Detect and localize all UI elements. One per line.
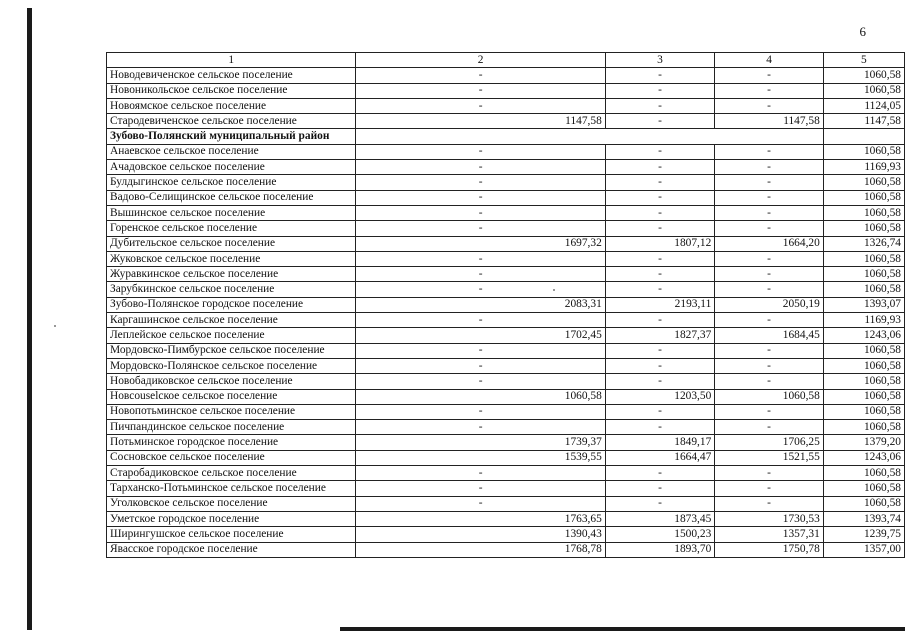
value-col2: 1390,43 bbox=[356, 527, 605, 542]
value-col3: - bbox=[605, 114, 715, 129]
value-col3: - bbox=[605, 205, 715, 220]
value-col5: 1060,58 bbox=[823, 481, 904, 496]
value-col3: - bbox=[605, 358, 715, 373]
table-row bbox=[107, 450, 905, 465]
settlement-name: Леплейское сельское поселение bbox=[107, 328, 356, 343]
value-col3: - bbox=[605, 420, 715, 435]
value-col4: 1060,58 bbox=[715, 389, 824, 404]
settlement-name: Зубово-Полянское городское поселение bbox=[107, 297, 356, 312]
settlement-name: Новоникольское сельское поселение bbox=[107, 83, 356, 98]
value-col2: - bbox=[356, 496, 605, 511]
table-row bbox=[107, 542, 905, 557]
value-col5: 1393,74 bbox=[823, 511, 904, 526]
settlement-name: Новоямское сельское поселение bbox=[107, 98, 356, 113]
value-col2: - bbox=[356, 205, 605, 220]
district-empty-cell bbox=[823, 129, 904, 144]
value-col4: - bbox=[715, 496, 824, 511]
value-col3: - bbox=[605, 404, 715, 419]
value-col4: - bbox=[715, 190, 824, 205]
value-col5: 1326,74 bbox=[823, 236, 904, 251]
table-row bbox=[107, 313, 905, 328]
settlement-name: Вадово-Селищинское сельское поселение bbox=[107, 190, 356, 205]
value-col2: - bbox=[356, 190, 605, 205]
value-col4: - bbox=[715, 282, 824, 297]
value-col5: 1060,58 bbox=[823, 389, 904, 404]
value-col5: 1060,58 bbox=[823, 175, 904, 190]
table-row bbox=[107, 282, 905, 297]
table-row bbox=[107, 83, 905, 98]
settlement-name: Новодевиченское сельское поселение bbox=[107, 68, 356, 83]
value-col3: - bbox=[605, 83, 715, 98]
settlement-name: Старобадиковское сельское поселение bbox=[107, 466, 356, 481]
table-row bbox=[107, 511, 905, 526]
value-col3: - bbox=[605, 313, 715, 328]
value-col2: - bbox=[356, 404, 605, 419]
table-row bbox=[107, 68, 905, 83]
value-col5: 1060,58 bbox=[823, 251, 904, 266]
table-row bbox=[107, 404, 905, 419]
table-row bbox=[107, 267, 905, 282]
value-col4: - bbox=[715, 251, 824, 266]
table-header-row bbox=[107, 53, 905, 68]
value-col4: - bbox=[715, 374, 824, 389]
table-row bbox=[107, 328, 905, 343]
value-col4: 1521,55 bbox=[715, 450, 824, 465]
value-col5: 1060,58 bbox=[823, 374, 904, 389]
value-col3: - bbox=[605, 282, 715, 297]
value-col3: 1827,37 bbox=[605, 328, 715, 343]
value-col5: 1060,58 bbox=[823, 358, 904, 373]
value-col3: - bbox=[605, 98, 715, 113]
value-col2: - bbox=[356, 481, 605, 496]
value-col2: 1147,58 bbox=[356, 114, 605, 129]
value-col3: 1807,12 bbox=[605, 236, 715, 251]
column-header: 3 bbox=[605, 53, 715, 68]
table-row bbox=[107, 297, 905, 312]
value-col2: - bbox=[356, 221, 605, 236]
page-number: 6 bbox=[859, 24, 866, 39]
table-row bbox=[107, 144, 905, 159]
value-col5: 1060,58 bbox=[823, 144, 904, 159]
value-col2: 1702,45 bbox=[356, 328, 605, 343]
value-col5: 1060,58 bbox=[823, 404, 904, 419]
value-col5: 1060,58 bbox=[823, 343, 904, 358]
value-col5: 1124,05 bbox=[823, 98, 904, 113]
value-col5: 1060,58 bbox=[823, 221, 904, 236]
value-col4: 1147,58 bbox=[715, 114, 824, 129]
value-col5: 1243,06 bbox=[823, 328, 904, 343]
value-col3: 1203,50 bbox=[605, 389, 715, 404]
table-row bbox=[107, 236, 905, 251]
value-col5: 1060,58 bbox=[823, 420, 904, 435]
value-col5: 1169,93 bbox=[823, 160, 904, 175]
table-row bbox=[107, 251, 905, 266]
value-col5: 1060,58 bbox=[823, 68, 904, 83]
value-col4: 1730,53 bbox=[715, 511, 824, 526]
value-col5: 1060,58 bbox=[823, 282, 904, 297]
value-col4: - bbox=[715, 221, 824, 236]
value-col3: - bbox=[605, 251, 715, 266]
settlement-name: Ширингушское сельское поселение bbox=[107, 527, 356, 542]
table-row bbox=[107, 205, 905, 220]
value-col4: - bbox=[715, 420, 824, 435]
table-row bbox=[107, 496, 905, 511]
table-row bbox=[107, 481, 905, 496]
column-header: 4 bbox=[715, 53, 824, 68]
value-col2: - bbox=[356, 251, 605, 266]
table-row bbox=[107, 160, 905, 175]
settlement-name: Горенское сельское поселение bbox=[107, 221, 356, 236]
settlement-name: Анаевское сельское поселение bbox=[107, 144, 356, 159]
value-col4: - bbox=[715, 175, 824, 190]
value-col3: - bbox=[605, 481, 715, 496]
value-col2: - bbox=[356, 267, 605, 282]
settlement-name: Дубительское сельское поселение bbox=[107, 236, 356, 251]
value-col3: - bbox=[605, 343, 715, 358]
value-col4: - bbox=[715, 313, 824, 328]
district-empty-cell bbox=[356, 129, 823, 144]
settlement-name: Зарубкинское сельское поселение bbox=[107, 282, 356, 297]
value-col3: - bbox=[605, 496, 715, 511]
settlement-name: Ачадовское сельское поселение bbox=[107, 160, 356, 175]
value-col3: 1873,45 bbox=[605, 511, 715, 526]
table-row bbox=[107, 389, 905, 404]
district-row bbox=[107, 129, 905, 144]
table-row bbox=[107, 358, 905, 373]
settlement-name: Уголковское сельское поселение bbox=[107, 496, 356, 511]
settlement-name: Уметское городское поселение bbox=[107, 511, 356, 526]
settlement-name: Новопотьминское сельское поселение bbox=[107, 404, 356, 419]
value-col5: 1393,07 bbox=[823, 297, 904, 312]
value-col3: - bbox=[605, 160, 715, 175]
value-col3: - bbox=[605, 466, 715, 481]
value-col2: - bbox=[356, 160, 605, 175]
value-col3: - bbox=[605, 374, 715, 389]
table-row bbox=[107, 374, 905, 389]
settlement-name: Пичпандинское сельское поселение bbox=[107, 420, 356, 435]
value-col4: - bbox=[715, 205, 824, 220]
value-col5: 1147,58 bbox=[823, 114, 904, 129]
value-col3: 1664,47 bbox=[605, 450, 715, 465]
settlement-name: Новобадиковское сельское поселение bbox=[107, 374, 356, 389]
value-col5: 1357,00 bbox=[823, 542, 904, 557]
settlement-name: Тарханско-Потьминское сельское поселение bbox=[107, 481, 356, 496]
value-col4: 1750,78 bbox=[715, 542, 824, 557]
value-col4: - bbox=[715, 343, 824, 358]
value-col4: - bbox=[715, 144, 824, 159]
column-header: 5 bbox=[823, 53, 904, 68]
value-col3: 1500,23 bbox=[605, 527, 715, 542]
table-row bbox=[107, 98, 905, 113]
value-col5: 1060,58 bbox=[823, 466, 904, 481]
value-col5: 1060,58 bbox=[823, 83, 904, 98]
value-col2: 1539,55 bbox=[356, 450, 605, 465]
value-col2: - bbox=[356, 343, 605, 358]
value-col4: - bbox=[715, 83, 824, 98]
value-col3: - bbox=[605, 68, 715, 83]
scan-speck bbox=[54, 325, 56, 327]
value-col4: - bbox=[715, 466, 824, 481]
table-row bbox=[107, 175, 905, 190]
value-col2: - bbox=[356, 282, 605, 297]
value-col5: 1169,93 bbox=[823, 313, 904, 328]
scan-border-bottom bbox=[340, 627, 905, 631]
value-col4: - bbox=[715, 267, 824, 282]
value-col5: 1243,06 bbox=[823, 450, 904, 465]
value-col4: - bbox=[715, 404, 824, 419]
value-col2: - bbox=[356, 466, 605, 481]
value-col4: - bbox=[715, 68, 824, 83]
value-col2: 1060,58 bbox=[356, 389, 605, 404]
table-row bbox=[107, 114, 905, 129]
value-col5: 1379,20 bbox=[823, 435, 904, 450]
settlement-name: Новcouselское сельское поселение bbox=[107, 389, 356, 404]
value-col2: - bbox=[356, 98, 605, 113]
value-col2: - bbox=[356, 144, 605, 159]
value-col4: - bbox=[715, 160, 824, 175]
data-table bbox=[106, 52, 905, 558]
value-col3: - bbox=[605, 175, 715, 190]
value-col4: 1357,31 bbox=[715, 527, 824, 542]
district-name: Зубово-Полянский муниципальный район bbox=[107, 129, 356, 144]
table-row bbox=[107, 527, 905, 542]
settlement-name: Журавкинское сельское поселение bbox=[107, 267, 356, 282]
value-col3: 1893,70 bbox=[605, 542, 715, 557]
value-col3: - bbox=[605, 144, 715, 159]
value-col3: - bbox=[605, 190, 715, 205]
value-col3: 1849,17 bbox=[605, 435, 715, 450]
settlement-name: Мордовско-Полянское сельское поселение bbox=[107, 358, 356, 373]
value-col5: 1060,58 bbox=[823, 205, 904, 220]
table-row bbox=[107, 343, 905, 358]
value-col5: 1060,58 bbox=[823, 496, 904, 511]
value-col2: 1768,78 bbox=[356, 542, 605, 557]
settlement-name: Вышинское сельское поселение bbox=[107, 205, 356, 220]
value-col2: - bbox=[356, 175, 605, 190]
value-col3: 2193,11 bbox=[605, 297, 715, 312]
value-col4: - bbox=[715, 358, 824, 373]
column-header: 2 bbox=[356, 53, 605, 68]
value-col3: - bbox=[605, 267, 715, 282]
value-col2: - bbox=[356, 420, 605, 435]
value-col4: 1664,20 bbox=[715, 236, 824, 251]
settlement-name: Мордовско-Пимбурское сельское поселение bbox=[107, 343, 356, 358]
value-col4: - bbox=[715, 98, 824, 113]
value-col5: 1060,58 bbox=[823, 190, 904, 205]
settlement-name: Сосновское сельское поселение bbox=[107, 450, 356, 465]
value-col2: - bbox=[356, 68, 605, 83]
value-col2: - bbox=[356, 374, 605, 389]
settlement-name: Жуковское сельское поселение bbox=[107, 251, 356, 266]
scan-border-left bbox=[27, 8, 32, 630]
value-col4: - bbox=[715, 481, 824, 496]
value-col5: 1060,58 bbox=[823, 267, 904, 282]
table-row bbox=[107, 221, 905, 236]
table-row bbox=[107, 190, 905, 205]
value-col2: 1739,37 bbox=[356, 435, 605, 450]
value-col2: 1697,32 bbox=[356, 236, 605, 251]
settlement-name: Потьминское городское поселение bbox=[107, 435, 356, 450]
settlement-name: Каргашинское сельское поселение bbox=[107, 313, 356, 328]
table-row bbox=[107, 435, 905, 450]
value-col4: 1684,45 bbox=[715, 328, 824, 343]
value-col5: 1239,75 bbox=[823, 527, 904, 542]
value-col2: 1763,65 bbox=[356, 511, 605, 526]
value-col2: 2083,31 bbox=[356, 297, 605, 312]
value-col2: - bbox=[356, 358, 605, 373]
value-col2: - bbox=[356, 83, 605, 98]
settlement-name: Явасское городское поселение bbox=[107, 542, 356, 557]
column-header: 1 bbox=[107, 53, 356, 68]
value-col4: 2050,19 bbox=[715, 297, 824, 312]
table-row bbox=[107, 420, 905, 435]
table-row bbox=[107, 466, 905, 481]
value-col2: - bbox=[356, 313, 605, 328]
settlement-name: Стародевиченское сельское поселение bbox=[107, 114, 356, 129]
settlement-name: Булдыгинское сельское поселение bbox=[107, 175, 356, 190]
value-col4: 1706,25 bbox=[715, 435, 824, 450]
value-col3: - bbox=[605, 221, 715, 236]
